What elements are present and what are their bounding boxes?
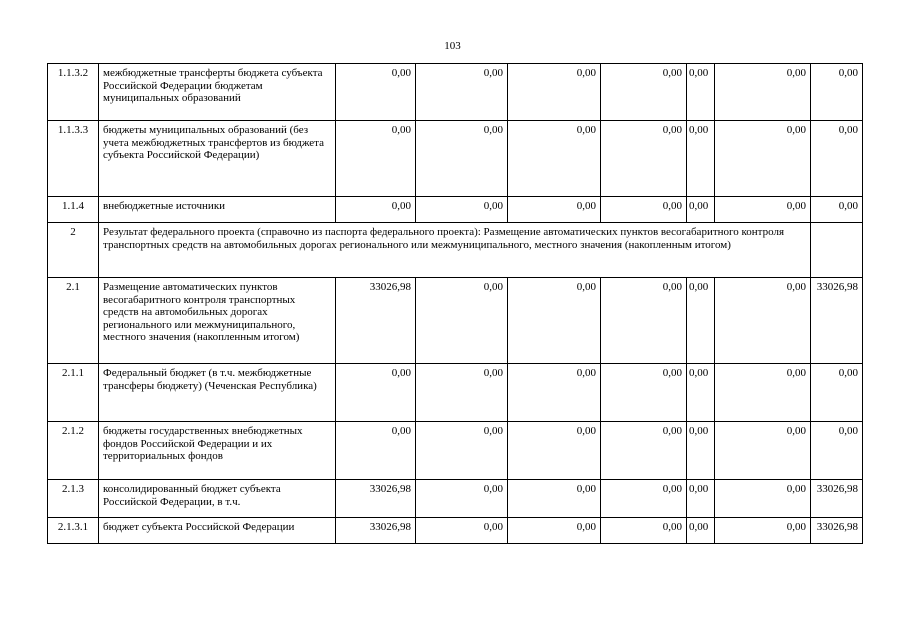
value-cell: 0,00 bbox=[336, 64, 416, 121]
value-cell: 0,00 bbox=[416, 197, 508, 223]
table-row bbox=[48, 364, 863, 422]
row-description: внебюджетные источники bbox=[99, 197, 336, 223]
value-cell: 0,00 bbox=[601, 480, 687, 518]
value-cell: 0,00 bbox=[416, 364, 508, 422]
row-number: 1.1.4 bbox=[48, 197, 99, 223]
value-cell: 0,00 bbox=[508, 364, 601, 422]
value-cell: 0,00 bbox=[508, 278, 601, 364]
table-row bbox=[48, 223, 863, 278]
value-cell: 0,00 bbox=[715, 197, 811, 223]
value-cell: 0,00 bbox=[687, 278, 715, 364]
value-cell: 0,00 bbox=[687, 518, 715, 544]
value-cell: 0,00 bbox=[416, 518, 508, 544]
value-cell: 0,00 bbox=[508, 422, 601, 480]
value-cell: 0,00 bbox=[715, 121, 811, 197]
value-cell: 0,00 bbox=[687, 422, 715, 480]
row-description: бюджеты муниципальных образований (без учета межбюджетных трансфертов из бюджета субъекта Российской Федерации) bbox=[99, 121, 336, 197]
value-cell: 0,00 bbox=[715, 480, 811, 518]
table-row bbox=[48, 197, 863, 223]
table-row bbox=[48, 121, 863, 197]
section-heading: Результат федерального проекта (справочно из паспорта федерального проекта): Размещение автоматических пунктов весогабаритного контроля транспортных средств на автомобильных дорогах регионального или межмуниципального, местного значения (накопленным итогом) bbox=[99, 223, 811, 278]
row-description: Федеральный бюджет (в т.ч. межбюджетные трансферы бюджету) (Чеченская Республика) bbox=[99, 364, 336, 422]
value-cell: 0,00 bbox=[416, 480, 508, 518]
value-cell: 0,00 bbox=[601, 121, 687, 197]
table-row bbox=[48, 278, 863, 364]
value-cell: 0,00 bbox=[687, 121, 715, 197]
row-number: 2.1.2 bbox=[48, 422, 99, 480]
value-cell: 0,00 bbox=[336, 422, 416, 480]
row-number: 2.1.3 bbox=[48, 480, 99, 518]
value-cell: 33026,98 bbox=[336, 480, 416, 518]
value-cell: 0,00 bbox=[601, 64, 687, 121]
value-cell: 0,00 bbox=[336, 121, 416, 197]
value-cell: 0,00 bbox=[416, 121, 508, 197]
value-cell: 0,00 bbox=[336, 197, 416, 223]
value-cell: 0,00 bbox=[715, 422, 811, 480]
value-cell: 0,00 bbox=[601, 422, 687, 480]
row-description: бюджеты государственных внебюджетных фондов Российской Федерации и их территориальных фондов bbox=[99, 422, 336, 480]
value-cell: 33026,98 bbox=[811, 278, 863, 364]
row-number: 1.1.3.3 bbox=[48, 121, 99, 197]
value-cell: 0,00 bbox=[336, 364, 416, 422]
row-description: консолидированный бюджет субъекта Российской Федерации, в т.ч. bbox=[99, 480, 336, 518]
value-cell: 0,00 bbox=[601, 518, 687, 544]
value-cell: 0,00 bbox=[811, 121, 863, 197]
value-cell: 0,00 bbox=[508, 518, 601, 544]
table-row bbox=[48, 422, 863, 480]
value-cell: 0,00 bbox=[687, 197, 715, 223]
row-number: 1.1.3.2 bbox=[48, 64, 99, 121]
value-cell: 0,00 bbox=[811, 364, 863, 422]
value-cell: 33026,98 bbox=[336, 278, 416, 364]
value-cell: 0,00 bbox=[687, 64, 715, 121]
value-cell: 0,00 bbox=[601, 364, 687, 422]
value-cell: 0,00 bbox=[601, 197, 687, 223]
value-cell: 0,00 bbox=[715, 64, 811, 121]
value-cell: 0,00 bbox=[508, 64, 601, 121]
value-cell: 0,00 bbox=[811, 64, 863, 121]
value-cell: 0,00 bbox=[601, 278, 687, 364]
value-cell: 0,00 bbox=[508, 480, 601, 518]
budget-table bbox=[47, 63, 863, 544]
value-cell: 0,00 bbox=[715, 278, 811, 364]
value-cell: 0,00 bbox=[687, 480, 715, 518]
empty-cell bbox=[811, 223, 863, 278]
row-description: межбюджетные трансферты бюджета субъекта Российской Федерации бюджетам муниципальных образований bbox=[99, 64, 336, 121]
row-number: 2.1.3.1 bbox=[48, 518, 99, 544]
value-cell: 0,00 bbox=[416, 278, 508, 364]
value-cell: 33026,98 bbox=[811, 480, 863, 518]
value-cell: 0,00 bbox=[811, 422, 863, 480]
row-number: 2.1 bbox=[48, 278, 99, 364]
value-cell: 33026,98 bbox=[811, 518, 863, 544]
value-cell: 0,00 bbox=[416, 422, 508, 480]
row-number: 2.1.1 bbox=[48, 364, 99, 422]
page-number: 103 bbox=[444, 40, 461, 52]
value-cell: 0,00 bbox=[687, 364, 715, 422]
value-cell: 0,00 bbox=[811, 197, 863, 223]
table-row bbox=[48, 480, 863, 518]
table-row bbox=[48, 64, 863, 121]
row-description: Размещение автоматических пунктов весогабаритного контроля транспортных средств на автомобильных дорогах регионального или межмуниципального, местного значения (накопленным итогом) bbox=[99, 278, 336, 364]
value-cell: 33026,98 bbox=[336, 518, 416, 544]
row-number: 2 bbox=[48, 223, 99, 278]
row-description: бюджет субъекта Российской Федерации bbox=[99, 518, 336, 544]
value-cell: 0,00 bbox=[508, 197, 601, 223]
value-cell: 0,00 bbox=[508, 121, 601, 197]
value-cell: 0,00 bbox=[715, 518, 811, 544]
value-cell: 0,00 bbox=[416, 64, 508, 121]
value-cell: 0,00 bbox=[715, 364, 811, 422]
table-row bbox=[48, 518, 863, 544]
